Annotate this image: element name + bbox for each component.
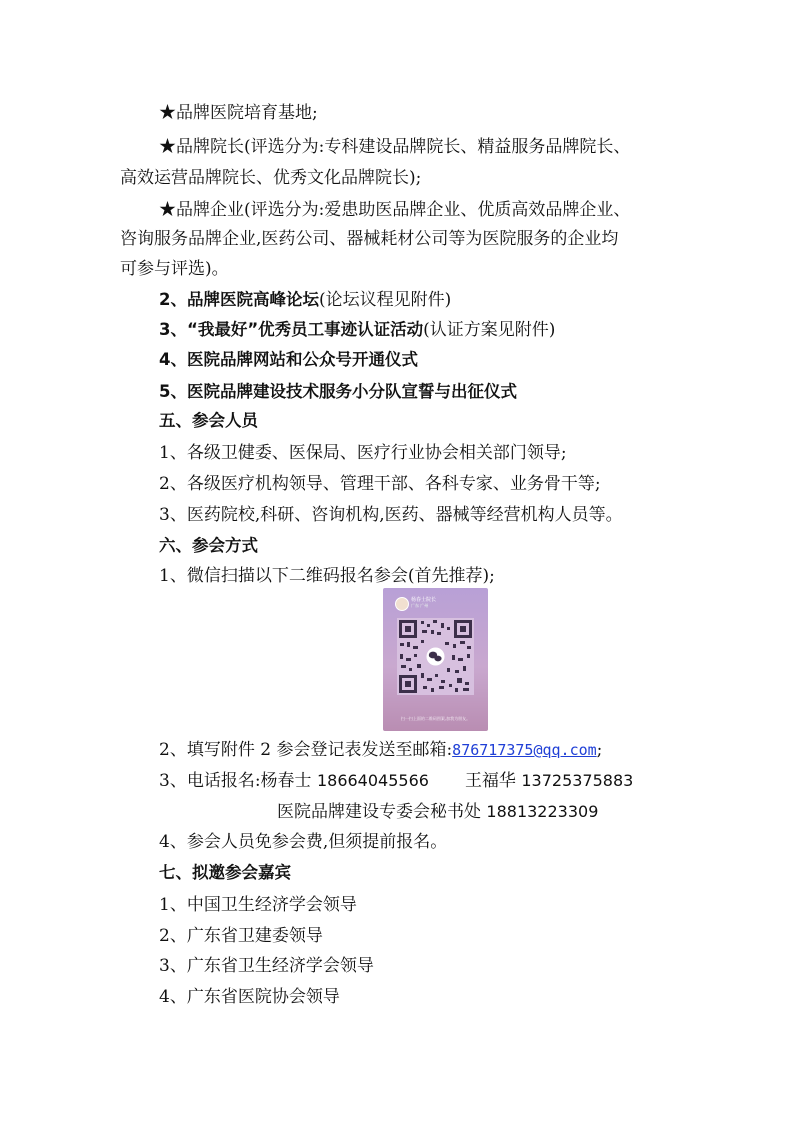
- registration-secretariat-label: 医院品牌建设专委会秘书处: [277, 802, 487, 822]
- registration-phone-label: 3、电话报名:杨春士: [159, 771, 317, 791]
- registration-email-end: ;: [596, 740, 603, 760]
- wechat-qr-card[interactable]: [383, 588, 488, 731]
- list-item-brand-director: ★品牌院长(评选分为:专科建设品牌院长、精益服务品牌院长、: [159, 137, 631, 157]
- activity-summit-note: (论坛议程见附件): [318, 290, 452, 310]
- qr-contact-name: 杨春士院长: [411, 597, 437, 603]
- attendee-item-1: 1、各级卫健委、医保局、医疗行业协会相关部门领导;: [159, 443, 567, 463]
- registration-email-label: 2、填写附件 2 参会登记表发送至邮箱:: [159, 740, 453, 760]
- qr-contact-region: 广东 广州: [411, 603, 429, 608]
- activity-award-line: [159, 319, 555, 341]
- guest-item-2: 2、广东省卫建委领导: [159, 926, 323, 946]
- registration-contact-2: 王福华: [464, 771, 522, 791]
- activity-award-title: 3、“我最好”优秀员工事迹认证活动: [159, 320, 424, 339]
- activity-summit-title: 2、品牌医院高峰论坛: [159, 290, 319, 309]
- section-heading-attendees: 五、参会人员: [159, 411, 258, 430]
- guest-item-4: 4、广东省医院协会领导: [159, 987, 340, 1007]
- registration-item-3: [159, 770, 633, 792]
- registration-secretariat: [277, 801, 598, 823]
- activity-website-launch: 4、医院品牌网站和公众号开通仪式: [159, 350, 418, 369]
- list-item-brand-enterprise-end: 可参与评选)。: [120, 259, 229, 279]
- attendee-item-2: 2、各级医疗机构领导、管理干部、各科专家、业务骨干等;: [159, 474, 601, 494]
- section-heading-registration: 六、参会方式: [159, 536, 258, 555]
- registration-phone-3: 18813223309: [486, 802, 599, 821]
- list-item-brand-director-cont: 高效运营品牌院长、优秀文化品牌院长);: [120, 168, 422, 188]
- avatar: [395, 597, 409, 611]
- registration-email-link[interactable]: 876717375@qq.com: [452, 741, 597, 759]
- registration-phone-2: 13725375883: [521, 771, 634, 790]
- attendee-item-3: 3、医药院校,科研、咨询机构,医药、器械等经营机构人员等。: [159, 505, 623, 525]
- activity-team-ceremony: 5、医院品牌建设技术服务小分队宣誓与出征仪式: [159, 382, 517, 401]
- registration-item-1: 1、微信扫描以下二维码报名参会(首先推荐);: [159, 566, 495, 586]
- list-item-brand-enterprise: ★品牌企业(评选分为:爱患助医品牌企业、优质高效品牌企业、: [159, 200, 631, 220]
- registration-item-4: 4、参会人员免参会费,但须提前报名。: [159, 832, 448, 852]
- activity-summit-line: [159, 289, 451, 311]
- registration-phone-1: 18664045566: [316, 771, 429, 790]
- qr-footer-text: 扫一扫上面的二维码图案,加我为朋友。: [400, 716, 471, 721]
- guest-item-3: 3、广东省卫生经济学会领导: [159, 956, 374, 976]
- activity-award-note: (认证方案见附件): [423, 320, 556, 340]
- guest-item-1: 1、中国卫生经济学会领导: [159, 895, 357, 915]
- qr-code-icon: [397, 618, 474, 695]
- list-item-brand-hospital-base: ★品牌医院培育基地;: [159, 103, 318, 123]
- list-item-brand-enterprise-cont: 咨询服务品牌企业,医药公司、器械耗材公司等为医院服务的企业均: [120, 229, 619, 249]
- section-heading-guests: 七、拟邀参会嘉宾: [159, 863, 291, 882]
- registration-item-2: [159, 739, 602, 761]
